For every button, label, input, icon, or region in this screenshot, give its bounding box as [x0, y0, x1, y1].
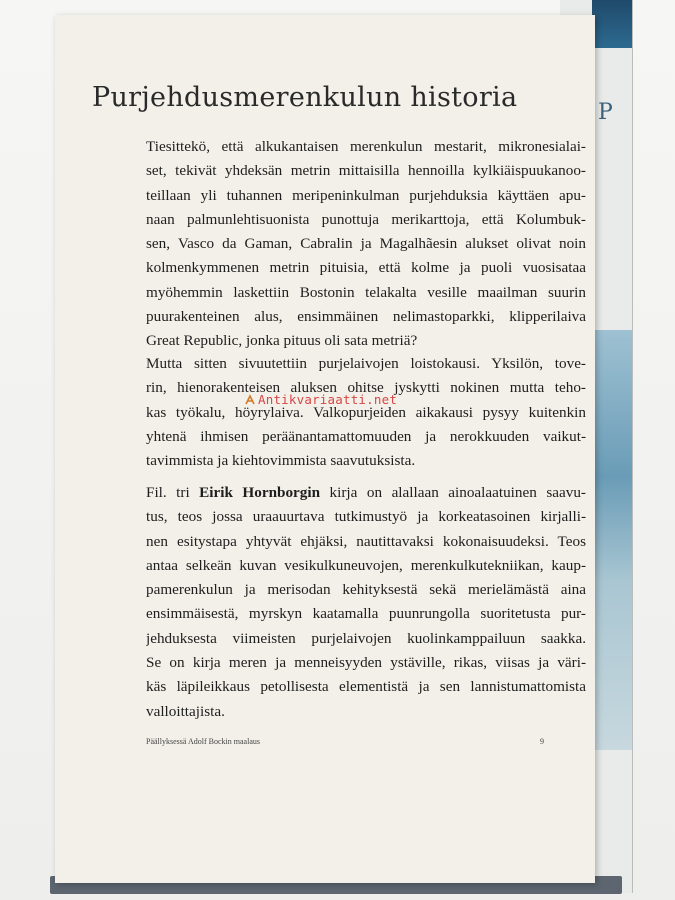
page-number: 9	[540, 737, 544, 746]
watermark-icon	[244, 394, 256, 406]
cover-blue-corner	[592, 0, 632, 48]
text-line: naan palmunlehtisuonista punottuja merikarttoja, että Kolumbuk-	[146, 210, 586, 228]
book-title: Purjehdusmerenkulun historia	[92, 82, 518, 113]
paragraph-intro	[146, 135, 586, 354]
text-line: kolmenkymmenen metrin pituisia, että kolme ja puoli vuosisataa	[146, 259, 586, 277]
text-line: teillaan yli tuhannen meripeninkulman purjehduksia käyttäen apu-	[146, 186, 586, 204]
text-line: tavimmista ja kiehtovimmista saavutuksista.	[146, 452, 416, 470]
text-line: kas työkalu, höyrylaiva. Valkopurjeiden aikakausi pysyy kuitenkin	[146, 403, 586, 421]
text-line: Great Republic, jonka pituus oli sata metriä?	[146, 332, 418, 350]
text-line: Se on kirja meren ja menneisyyden ystäville, rikas, viisas ja väri-	[146, 654, 586, 672]
text-line: puurakenteinen alus, ensimmäinen nelimastoparkki, klipperilaiva	[146, 308, 586, 326]
text-line: myöhemmin laskettiin Bostonin telakalta vesille maailman suurin	[146, 283, 586, 301]
text-line: nen esitystapa yhtyvät ehjäksi, nautittavaksi kokonaisuudeksi. Teos	[146, 532, 586, 550]
text-line: valloittajista.	[146, 702, 225, 720]
paragraph-author	[146, 481, 586, 724]
text-line	[146, 481, 586, 505]
watermark-text: Antikvariaatti.net	[258, 392, 398, 407]
cover-edge-letter: P	[598, 100, 613, 125]
text-line: Mutta sitten sivuutettiin purjelaivojen loistokausi. Yksilön, tove-	[146, 355, 586, 372]
text-line: sen, Vasco da Gaman, Cabralin ja Magalhãesin alukset olivat noin	[146, 235, 586, 253]
text-line: ensimmäisestä, myrskyn kaatamalla puunrungolla suoritetusta pur-	[146, 605, 586, 623]
text-line: Tiesittekö, että alkukantaisen merenkulun mestarit, mikronesialai-	[146, 138, 586, 155]
text-line: käs läpileikkaus petollisesta elementistä ja sen lannistumattomista	[146, 678, 586, 696]
text-line: set, tekivät yhdeksän metrin mittaisilla hennoilla kylkiäispuukanoo-	[146, 162, 586, 180]
text-line: rin, hienorakenteisen aluksen ohitse jyskytti nokinen mutta teho-	[146, 379, 586, 397]
text-line: pamerenkulun ja merisodan kehityksestä sekä merielämästä aina	[146, 581, 586, 599]
author-prefix: Fil. tri	[146, 484, 200, 501]
text-line: yhtenä ihmisen peräänantamattomuuden ja nerokkuuden vaikut-	[146, 427, 586, 445]
text-line: tus, teos jossa uraauurtava tutkimustyö ja korkeatasoinen kirjalli-	[146, 508, 586, 526]
paragraph-steam	[146, 352, 586, 473]
cover-sea-painting	[594, 330, 633, 750]
text-line: jehduksesta viimeisten purjelaivojen kuolinkamppailuun saakka.	[146, 629, 586, 647]
text-line: antaa selkeän kuvan vesikulkuneuvojen, merenkulkutekniikan, kaup-	[146, 556, 586, 574]
cover-art-credit: Päällyksessä Adolf Bockin maalaus	[146, 737, 260, 746]
author-name: Eirik Hornborgin	[199, 484, 321, 501]
author-line-rest: kirja on alallaan ainoalaatuinen saavu-	[320, 484, 586, 501]
